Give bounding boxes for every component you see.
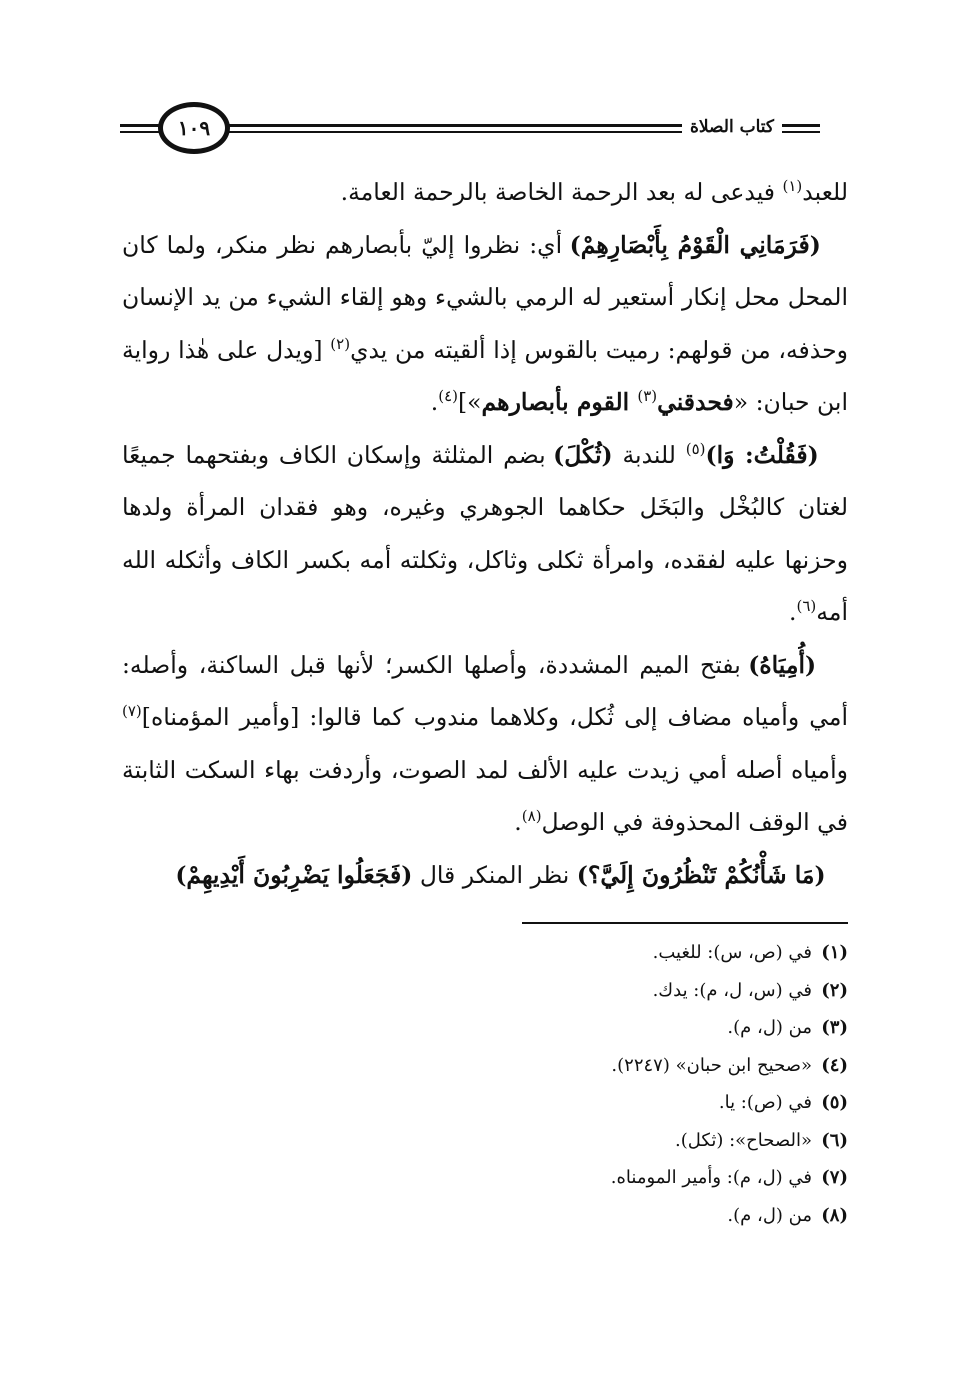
footnote (248, 934, 848, 972)
footnote (248, 1159, 848, 1197)
paragraph-1 (122, 166, 848, 219)
footnote-ref-8: (٨) (521, 807, 542, 826)
footnote-ref-7: (٧) (122, 702, 142, 721)
text-segment: [ويدل على هٰذا رواية ابن حبان: « (122, 335, 848, 416)
page-header (120, 100, 820, 160)
footnote-ref-4: (٤) (438, 387, 458, 406)
quoted-phrase: (فَجَعَلُوا يَضْرِبُونَ أَيْدِيهِمْ) (175, 860, 413, 889)
footnote-separator (522, 922, 848, 924)
footnote (248, 1197, 848, 1235)
footnote-text: في (ل، م): وأمير المومناه. (610, 1167, 812, 1188)
text-segment: بفتح الميم المشددة، وأصلها الكسر؛ لأنها قبل الساكنة، وأصله: أمي وأمياه مضاف إلى ثُكل، وكلاهما مندوب كما قالوا: [وأمير المؤمناه] (122, 650, 848, 731)
footnote-number: (٧) (821, 1167, 848, 1188)
footnote (248, 1047, 848, 1085)
footnote-ref-3: (٣) (637, 387, 658, 406)
footnote-number: (٨) (821, 1204, 848, 1226)
text-segment: فيدعى له بعد الرحمة الخاصة بالرحمة العامة. (340, 178, 783, 206)
text-segment: . (789, 598, 797, 626)
page-number-badge (158, 102, 230, 154)
footnote-text: في (ص): يا. (718, 1092, 812, 1113)
quoted-phrase: فحدقني (657, 388, 734, 416)
footnote-number: (١) (821, 942, 848, 963)
quoted-phrase: (ثُكْلَ) (553, 440, 613, 469)
page-number: ١٠٩ (177, 116, 211, 140)
footnotes (248, 934, 848, 1234)
footnote-text: من (ل، م). (727, 1204, 812, 1226)
main-text (122, 166, 848, 901)
paragraph-2 (122, 219, 848, 429)
text-segment: للعبد (802, 178, 848, 206)
chapter-title: كتاب الصلاة (682, 114, 782, 140)
quoted-phrase: (فَرَمَانِي الْقَوْمُ بِأَبْصَارِهِمْ) (569, 230, 821, 259)
footnote-ref-1: (١) (782, 177, 803, 196)
text-segment: للندبة (612, 440, 686, 469)
footnote-ref-5: (٥) (685, 439, 706, 458)
footnote-text: في (ص، س): للغيب. (652, 942, 812, 963)
footnote-number: (٣) (821, 1017, 848, 1038)
text-segment: وأمياه أصله أمي زيدت عليه الألف لمد الصوت، وأردفت بهاء السكت الثابتة في الوقف المحذوفة في الوصل (122, 755, 848, 836)
footnote (248, 1084, 848, 1122)
footnote-text: في (س، ل، م): يدك. (652, 979, 812, 1001)
paragraph-5 (122, 849, 848, 902)
footnote-number: (٦) (821, 1129, 848, 1151)
quoted-phrase: القوم بأبصارهم (481, 388, 638, 416)
quoted-phrase: (فَقُلْتُ: وَا) (705, 440, 819, 469)
footnote (248, 1122, 848, 1160)
text-segment: نظر المنكر قال (412, 860, 577, 889)
quoted-phrase: (أُمِيَاهُ) (748, 650, 817, 679)
text-segment: . (430, 388, 439, 416)
footnote (248, 1009, 848, 1047)
footnote (248, 972, 848, 1010)
paragraph-3 (122, 429, 848, 639)
text-segment: بضم المثلثة وإسكان الكاف وبفتحهما جميعًا لغتان كالبُخْل والبَخَل حكاهما الجوهري وغيره، وهو فقدان المرأة ولدها وحزنها عليه لفقده، وامرأة ثكلى وثاكل، وثكلته أمه بكسر الكاف وأثكله الله أمه (122, 440, 848, 626)
text-segment: أي: نظروا إليّ بأبصارهم نظر منكر، ولما كان المحل محل إنكار أستعير له الرمي بالشيء وهو إلقاء الشيء من يد الإنسان وحذفه، من قولهم: رميت بالقوس إذا ألقيته من يدي (122, 230, 848, 364)
footnote-text: «الصحاح»: (ثكل). (675, 1129, 812, 1151)
footnote-number: (٤) (821, 1054, 848, 1076)
footnote-text: من (ل، م). (727, 1017, 812, 1038)
paragraph-4 (122, 639, 848, 849)
footnote-ref-6: (٦) (796, 597, 817, 616)
footnote-number: (٢) (821, 979, 848, 1001)
quoted-phrase: (مَا شَأْنُكُمْ تَنْظُرُونَ إِلَيَّ؟) (576, 860, 826, 889)
footnote-text: «صحيح ابن حبان» (٢٢٤٧). (611, 1054, 812, 1076)
footnote-ref-2: (٢) (330, 334, 351, 353)
text-segment: . (514, 808, 522, 836)
footnote-number: (٥) (821, 1092, 848, 1113)
text-segment: »] (457, 388, 482, 416)
